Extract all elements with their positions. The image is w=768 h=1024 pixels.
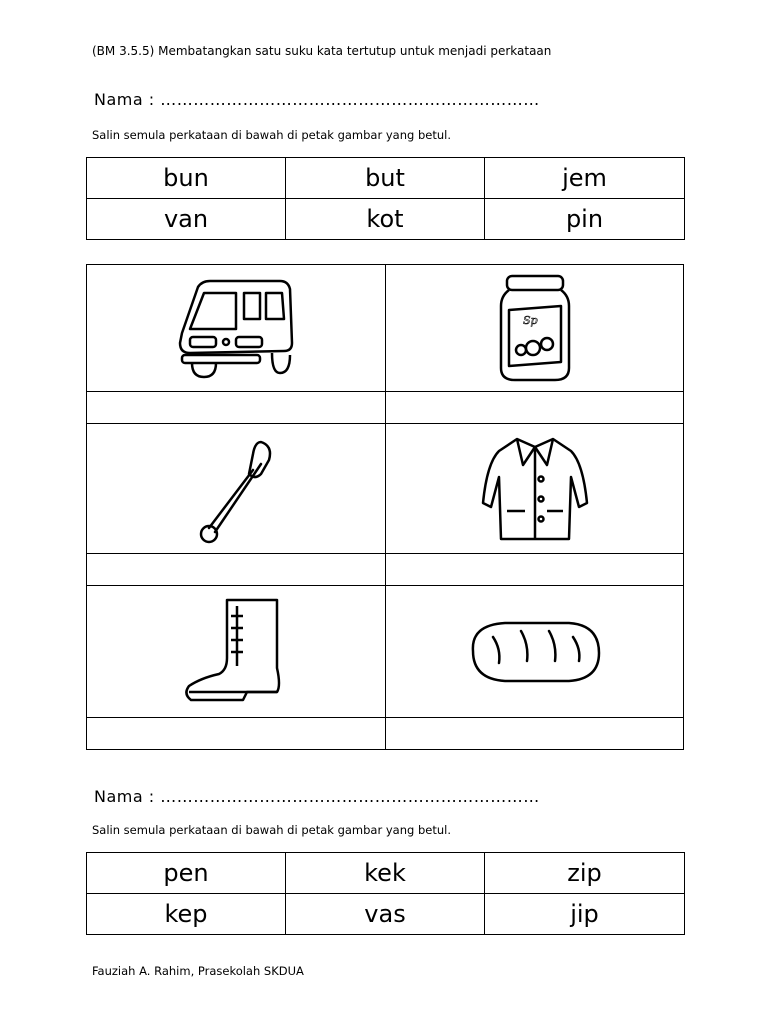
word-cell: but — [286, 158, 485, 199]
picture-cell — [386, 265, 684, 391]
word-cell: zip — [485, 853, 685, 894]
word-cell: kek — [286, 853, 485, 894]
row-divider — [87, 391, 683, 392]
instruction-2: Salin semula perkataan di bawah di petak gambar yang betul. — [92, 823, 451, 837]
footer-credit: Fauziah A. Rahim, Prasekolah SKDUA — [92, 964, 304, 978]
word-table-1 — [86, 157, 685, 240]
word-cell: kep — [87, 894, 286, 935]
word-table-2 — [86, 852, 685, 935]
coat-icon — [475, 433, 595, 545]
word-cell: jem — [485, 158, 685, 199]
picture-cell — [87, 265, 385, 391]
name-line-2: Nama : …………………………………………………………… — [94, 787, 540, 806]
picture-cell — [87, 424, 385, 553]
picture-cell — [386, 586, 684, 717]
boot-icon — [181, 596, 291, 708]
word-cell: kot — [286, 199, 485, 240]
row-divider — [87, 553, 683, 554]
name-line-1: Nama : …………………………………………………………… — [94, 90, 540, 109]
row-divider — [87, 717, 683, 718]
objective-header: (BM 3.5.5) Membatangkan satu suku kata tertutup untuk menjadi perkataan — [92, 44, 552, 58]
word-cell: pen — [87, 853, 286, 894]
svg-text:Sp: Sp — [523, 314, 538, 327]
picture-cell — [87, 586, 385, 717]
instruction-1: Salin semula perkataan di bawah di petak gambar yang betul. — [92, 128, 451, 142]
word-cell: van — [87, 199, 286, 240]
word-cell: bun — [87, 158, 286, 199]
word-cell: jip — [485, 894, 685, 935]
bread-bun-icon — [465, 617, 605, 687]
word-cell: pin — [485, 199, 685, 240]
jam-jar-icon — [495, 272, 575, 384]
word-cell: vas — [286, 894, 485, 935]
van-icon — [176, 273, 296, 383]
picture-cell — [386, 424, 684, 553]
picture-table — [86, 264, 684, 750]
safety-pin-icon — [191, 434, 281, 544]
